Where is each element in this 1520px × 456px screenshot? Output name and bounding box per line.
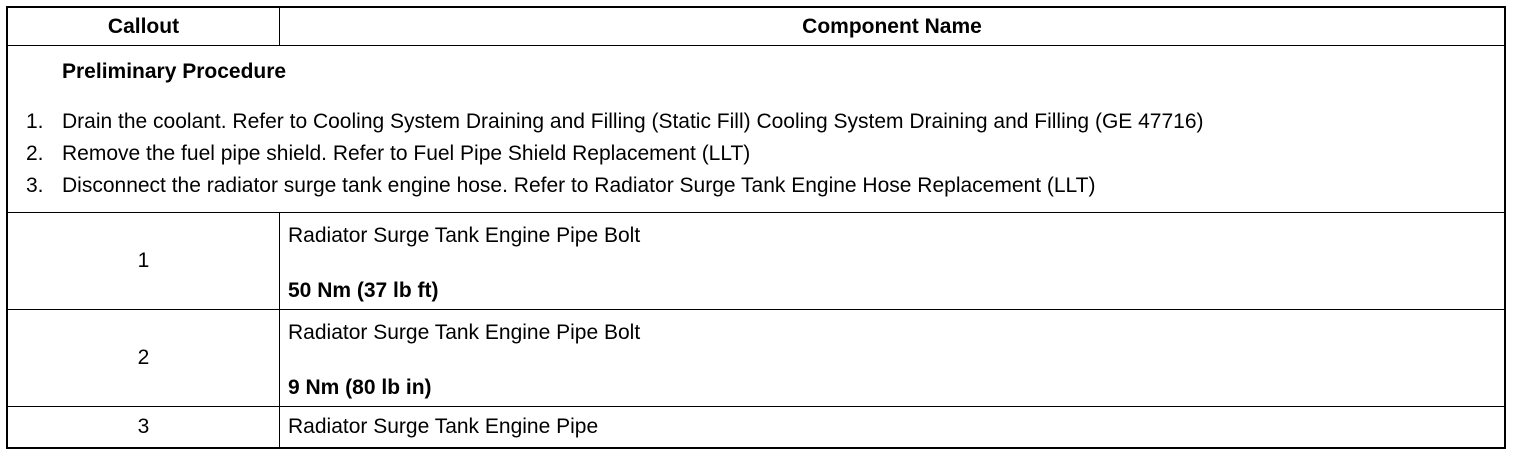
step-text: Drain the coolant. Refer to Cooling System Draining and Filling (Static Fill) Cooling System Draining and Filling (GE 47716): [62, 110, 1204, 133]
procedure-step: [26, 106, 1504, 138]
callout-cell: 1: [8, 213, 280, 309]
procedure-step: [26, 170, 1504, 202]
step-text: Disconnect the radiator surge tank engine hose. Refer to Radiator Surge Tank Engine Hose Replacement (LLT): [62, 174, 1096, 197]
step-number: 2.: [26, 142, 44, 165]
callout-cell: 2: [8, 310, 280, 406]
procedure-step: [26, 138, 1504, 170]
preliminary-procedure-row: [8, 46, 1504, 213]
torque-spec: 9 Nm (80 lb in): [288, 376, 432, 399]
callout-cell: 3: [8, 407, 280, 447]
table-row: [8, 213, 1504, 310]
component-cell: [280, 213, 1504, 309]
step-number: 1.: [26, 110, 44, 133]
callout-column-header: Callout: [8, 8, 280, 45]
component-table: [6, 6, 1506, 449]
step-text: Remove the fuel pipe shield. Refer to Fuel Pipe Shield Replacement (LLT): [62, 142, 751, 165]
component-name: Radiator Surge Tank Engine Pipe Bolt: [288, 321, 641, 344]
table-row: [8, 310, 1504, 407]
table-header-row: [8, 8, 1504, 46]
component-cell: [280, 310, 1504, 406]
step-number: 3.: [26, 174, 44, 197]
table-row: [8, 407, 1504, 447]
component-name: Radiator Surge Tank Engine Pipe Bolt: [288, 224, 641, 247]
component-name-column-header: Component Name: [802, 14, 982, 38]
component-name: Radiator Surge Tank Engine Pipe: [288, 415, 599, 438]
preliminary-procedure-cell: [8, 46, 1504, 212]
torque-spec: 50 Nm (37 lb ft): [288, 279, 439, 302]
preliminary-procedure-title: Preliminary Procedure: [62, 60, 287, 83]
